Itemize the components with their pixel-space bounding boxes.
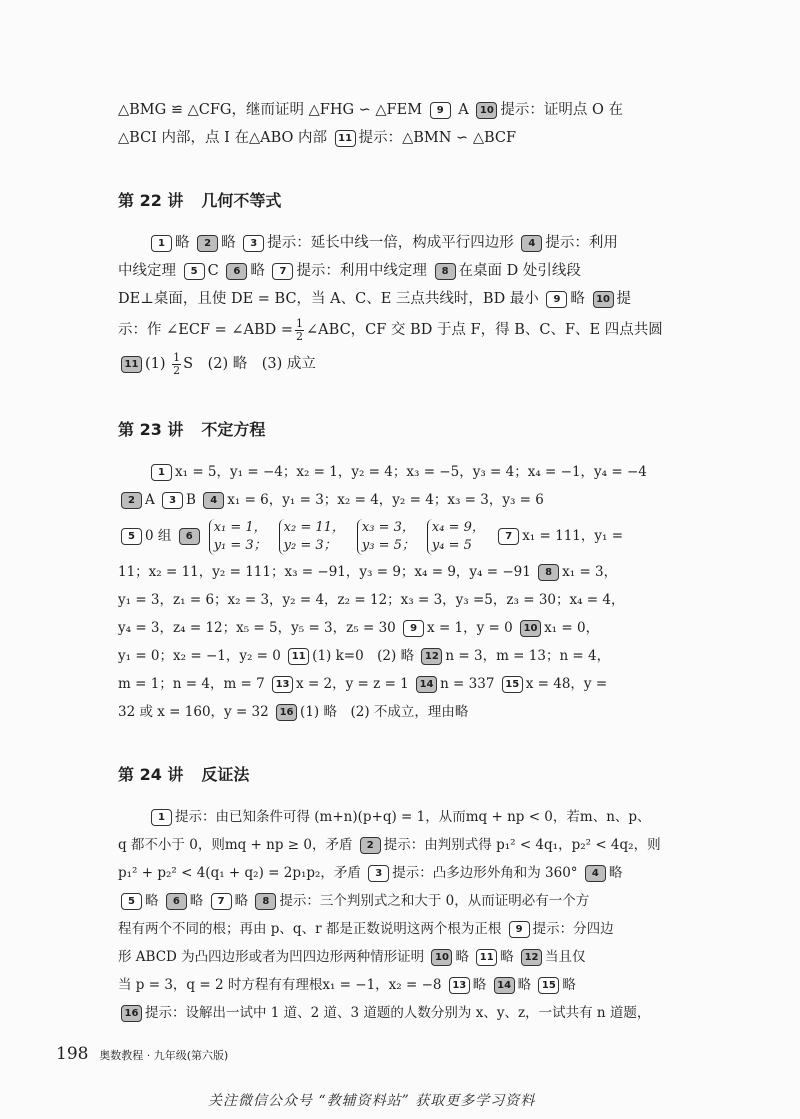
text: 中线定理 [118,263,176,279]
text: x₃ = 3， [361,519,415,535]
page-number: 198 [56,1044,89,1064]
intro-paragraph [118,96,686,152]
answer-number: 4 [585,865,606,882]
fraction-denominator: 2 [296,329,304,343]
section-number: 第 23 讲 [118,420,184,439]
text: 略 [234,893,249,909]
answer-number: 11 [335,130,356,147]
text: x = 48，y = [525,676,608,692]
text: p₁² + p₂² < 4(q₁ + q₂) = 2p₁p₂，矛盾 [118,865,361,881]
text: 形 ABCD 为凸四边形或者为凹四边形两种情形证明 [118,949,425,965]
answer-number: 4 [203,492,224,509]
answer-number: 8 [255,893,276,910]
text: x₁ = 3， [562,564,618,580]
answer-number: 11 [288,648,309,665]
fraction [295,318,304,343]
text: A [145,492,155,508]
answer-number: 9 [509,921,530,938]
equation-system [279,519,345,555]
answer-number: 2 [197,235,218,252]
answer-number: 9 [546,291,567,308]
fraction-denominator: 2 [173,363,181,377]
text: x₁ = 6，y₁ = 3；x₂ = 4，y₂ = 4；x₃ = 3，y₃ = 6 [227,492,544,508]
text: 当 p = 3，q = 2 时方程有有理根x₁ = −1，x₂ = −8 [118,977,442,993]
text: B [186,492,196,508]
answer-number: 11 [476,949,497,966]
text: 提示：△BMN ∽ △BCF [358,130,517,146]
answer-number: 1 [151,235,172,252]
text: 提示：设解出一试中 1 道、2 道、3 道题的人数分别为 x、y、z，一试共有 n 道题， [145,1005,651,1021]
text: y₁ = 0；x₂ = −1，y₂ = 0 [118,648,281,664]
answer-number: 9 [430,102,451,119]
text: DE⊥桌面，且使 DE = BC，当 A、C、E 三点共线时，BD 最小 [118,291,539,307]
answer-number: 5 [184,263,205,280]
answer-number: 10 [593,291,614,308]
section-heading-22 [118,188,686,211]
text: 略 [472,977,487,993]
text: 略 [175,235,190,251]
answer-number: 3 [162,492,183,509]
answer-number: 16 [121,1005,142,1022]
text: 11；x₂ = 11，y₂ = 111；x₃ = −91，y₃ = 9；x₄ = 9，y₄ = −91 [118,564,531,580]
text: x₁ = 5，y₁ = −4；x₂ = 1，y₂ = 4；x₃ = −5，y₃ = 4；x₄ = −1，y₄ = −4 [175,464,647,480]
equation-system [427,519,485,555]
answer-number: 3 [368,865,389,882]
answer-number: 12 [521,949,542,966]
text: △BMG ≌ △CFG，继而证明 △FHG ∽ △FEM [118,102,423,118]
text: (1) k=0 (2) 略 [312,648,415,664]
text: y₃ = 5； [361,537,415,553]
section-number: 第 22 讲 [118,191,184,210]
answer-number: 8 [538,564,559,581]
answer-number: 14 [494,977,515,994]
answer-number: 14 [416,676,437,693]
answer-number: 7 [498,528,519,545]
answer-number: 1 [151,809,172,826]
answer-number: 7 [272,263,293,280]
section-title: 不定方程 [201,420,266,439]
text: 0 组 [145,528,172,544]
text: (1) 略 (2) 不成立，理由略 [300,704,469,720]
text: 在桌面 D 处引线段 [458,263,581,279]
answer-number: 10 [476,102,497,119]
text: y₄ = 5 [431,537,472,553]
text: n = 337 [440,676,495,692]
text: y₂ = 3； [283,537,337,553]
text: y₁ = 3； [213,537,267,553]
text: x = 2，y = z = 1 [296,676,409,692]
section-22-answers [118,229,686,381]
text: 提示：由判别式得 p₁² < 4q₁，p₂² < 4q₂，则 [383,837,661,853]
answer-number: 5 [121,893,142,910]
text: 略 [221,235,236,251]
text: 当且仅 [545,949,586,965]
text: x₁ = 1， [213,519,267,535]
text: 提示：证明点 O 在 [500,102,623,118]
answer-number: 15 [538,977,559,994]
answer-number: 15 [502,676,523,693]
text: 程有两个不同的根；再由 p、q、r 都是正数说明这两个根为正根 [118,921,502,937]
text: 略 [145,893,159,909]
answer-number: 13 [272,676,293,693]
answer-number: 7 [211,893,232,910]
section-heading-24 [118,762,686,785]
text: 略 [570,291,585,307]
watermark-banner: 关注微信公众号 “教辅资料站” 获取更多学习资料 [208,1093,536,1109]
text: 32 或 x = 160，y = 32 [118,704,269,720]
text: x₁ = 111，y₁ = [522,528,624,544]
text: C [207,263,219,279]
text: x₄ = 9， [431,519,485,535]
answer-number: 10 [431,949,452,966]
text: 提示：三个判别式之和大于 0，从而证明必有一个方 [279,893,590,909]
text: S (2) 略 (3) 成立 [183,356,316,372]
text: y₁ = 3，z₁ = 6；x₂ = 3，y₂ = 4，z₂ = 12；x₃ = 3，y₃ =5，z₃ = 30；x₄ = 4， [118,592,625,608]
page-content [118,96,686,1027]
section-title: 几何不等式 [201,191,282,210]
text: 提示：凸多边形外角和为 360° [392,865,578,881]
text: 略 [517,977,532,993]
book-title: 奥数教程 · 九年级(第六版) [99,1049,229,1062]
section-heading-23 [118,417,686,440]
section-24-answers [118,803,686,1027]
text: 提示：由已知条件可得 (m+n)(p+q) = 1，从而mq + np < 0，若m、n、p、 [175,809,651,825]
text: q 都不小于 0，则mq + np ≥ 0，矛盾 [118,837,353,853]
text: 提示：延长中线一倍，构成平行四边形 [267,235,514,251]
equation-system [209,519,267,555]
answer-number: 4 [521,235,542,252]
section-number: 第 24 讲 [118,765,184,784]
text: 略 [500,949,514,965]
section-23-answers [118,458,686,726]
text: A [458,102,469,118]
answer-number: 6 [166,893,187,910]
fraction-numerator: 1 [173,350,181,364]
text: 示：作 ∠ECF = ∠ABD = [118,322,294,338]
answer-number: 5 [121,528,142,545]
page-footer [56,1044,228,1064]
answer-number: 13 [449,977,470,994]
text: x = 1，y = 0 [427,620,513,636]
text: ∠ABC，CF 交 BD 于点 F，得 B、C、F、E 四点共圆 [306,322,663,338]
answer-number: 12 [421,648,442,665]
answer-number: 10 [520,620,541,637]
text: 提示：分四边 [532,921,614,937]
answer-number: 9 [403,620,424,637]
answer-number: 6 [226,263,247,280]
text: 略 [455,949,469,965]
text: (1) [145,356,166,372]
fraction [172,352,181,377]
text: 略 [608,865,623,881]
text: m = 1；n = 4，m = 7 [118,676,265,692]
text: 略 [562,977,576,993]
text: n = 3，m = 13；n = 4， [445,648,611,664]
answer-number: 2 [360,837,381,854]
text: 提 [616,291,632,307]
fraction-numerator: 1 [296,316,304,330]
answer-number: 2 [121,492,142,509]
section-title: 反证法 [201,765,250,784]
equation-system [357,519,415,555]
text: x₁ = 0， [544,620,600,636]
text: 提示：利用中线定理 [296,263,427,279]
text: 略 [250,263,265,279]
answer-number: 6 [179,528,200,545]
answer-number: 1 [151,464,172,481]
answer-number: 11 [121,356,142,373]
answer-number: 3 [243,235,264,252]
text: x₂ = 11， [283,519,345,535]
answer-number: 16 [276,704,297,721]
answer-number: 8 [435,263,456,280]
text: y₄ = 3，z₄ = 12；x₅ = 5，y₅ = 3，z₅ = 30 [118,620,396,636]
text: 提示：利用 [545,235,618,251]
text: 略 [189,893,204,909]
text: △BCI 内部，点 I 在△ABO 内部 [118,130,327,146]
